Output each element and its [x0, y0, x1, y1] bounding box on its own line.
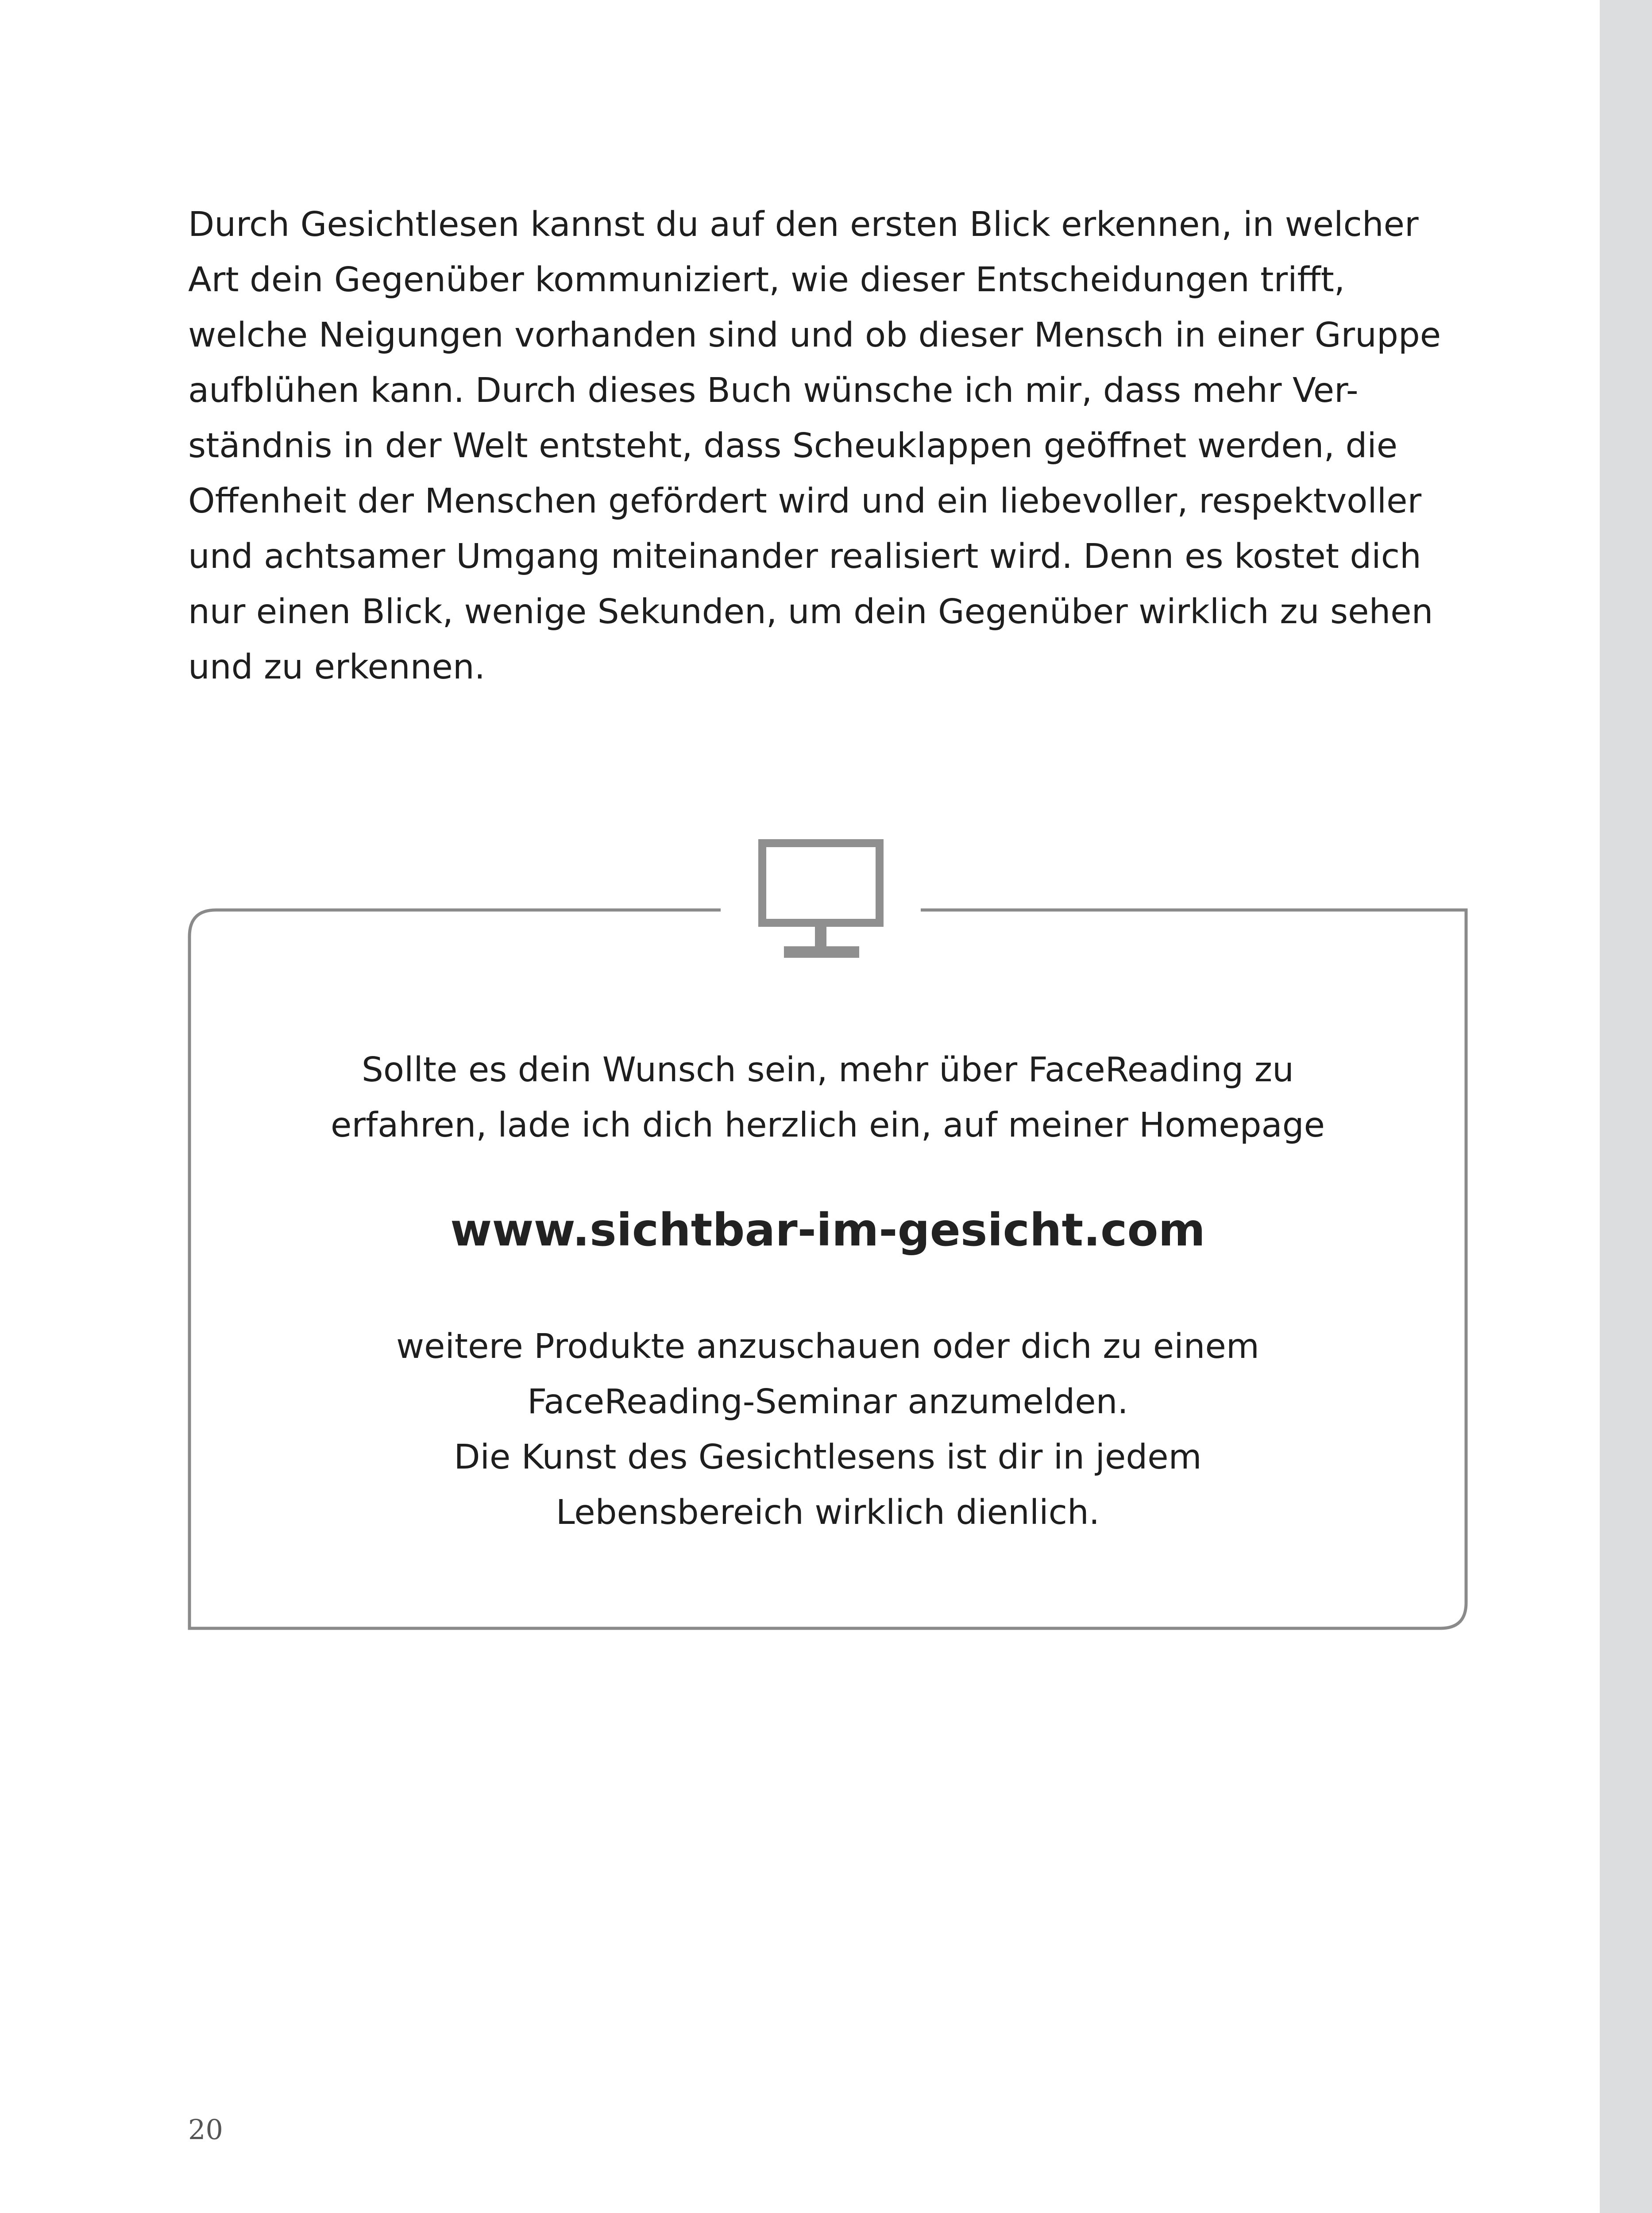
page-number: 20: [188, 2113, 223, 2146]
info-box-outro: [190, 1319, 1465, 1540]
body-line: ständnis in der Welt entsteht, dass Scheuklappen geöffnet werden, die: [188, 426, 1398, 466]
info-box-line: FaceReading-Seminar anzumelden.: [527, 1382, 1128, 1422]
body-line: Art dein Gegenüber kommuniziert, wie dieser Entscheidungen trifft,: [188, 260, 1345, 300]
body-line: Durch Gesichtlesen kannst du auf den ersten Blick erkennen, in welcher: [188, 205, 1419, 244]
monitor-icon: [762, 843, 880, 958]
page-edge-strip: [1600, 0, 1652, 2213]
info-box-line: erfahren, lade ich dich herzlich ein, auf meiner Homepage: [331, 1106, 1325, 1145]
info-box-line: weitere Produkte anzuschauen oder dich zu einem: [396, 1327, 1259, 1366]
body-line: welche Neigungen vorhanden sind und ob dieser Mensch in einer Gruppe: [188, 316, 1441, 355]
info-box-intro: [190, 1042, 1465, 1153]
body-line: und achtsamer Umgang miteinander realisiert wird. Denn es kostet dich: [188, 537, 1421, 576]
body-line: nur einen Blick, wenige Sekunden, um dein Gegenüber wirklich zu sehen: [188, 592, 1433, 632]
info-box-line: Lebensbereich wirklich dienlich.: [556, 1493, 1100, 1532]
info-box-line: Sollte es dein Wunsch sein, mehr über FaceReading zu: [362, 1050, 1294, 1090]
homepage-link[interactable]: www.sichtbar-im-gesicht.com: [450, 1204, 1205, 1257]
info-box-line: Die Kunst des Gesichtlesens ist dir in jedem: [454, 1438, 1202, 1477]
body-line: und zu erkennen.: [188, 648, 486, 687]
body-line: aufblühen kann. Durch dieses Buch wünsche ich mir, dass mehr Ver-: [188, 371, 1359, 410]
body-line: Offenheit der Menschen gefördert wird und ein liebevoller, respektvoller: [188, 482, 1422, 521]
body-paragraph: [188, 197, 1481, 695]
